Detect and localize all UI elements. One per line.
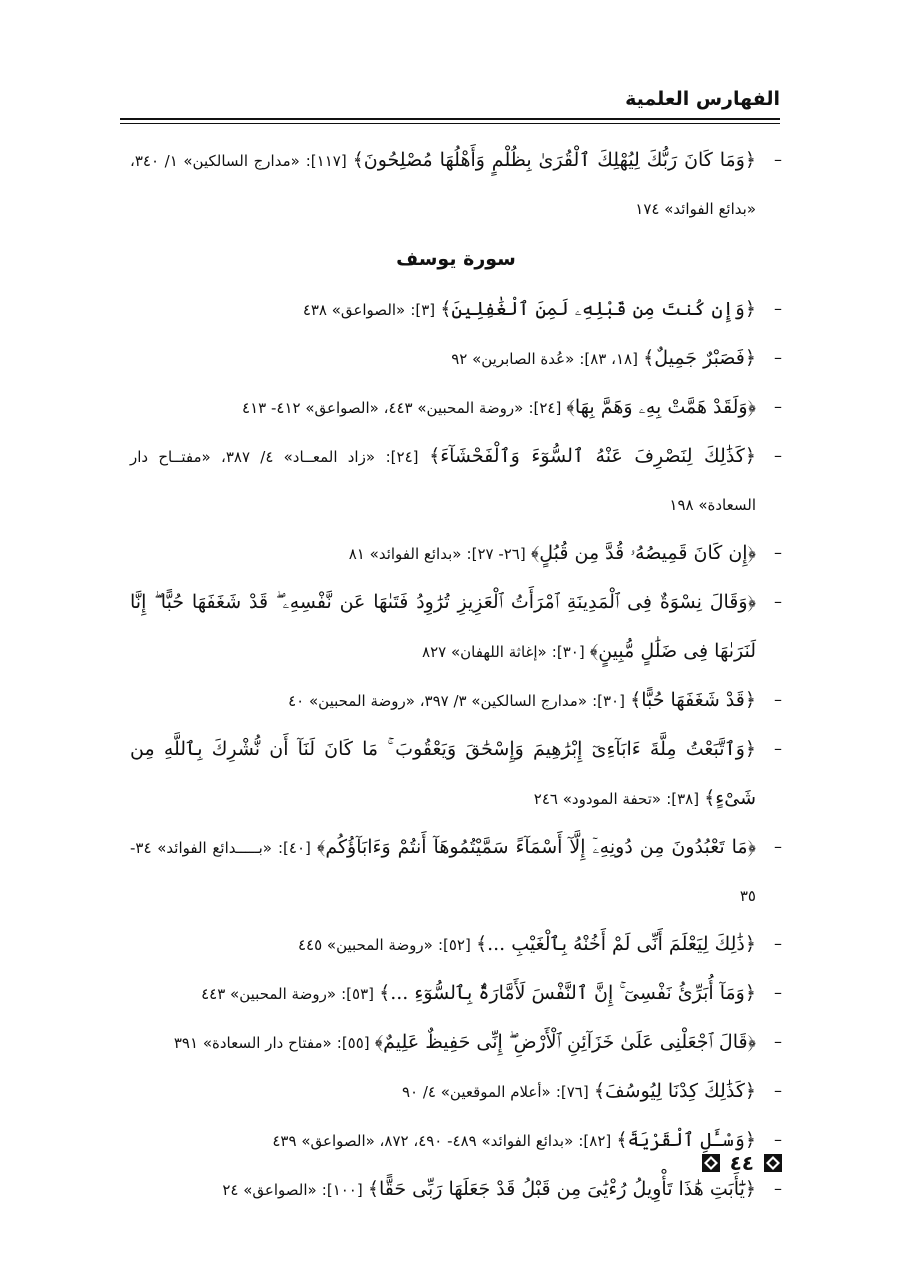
index-entry bbox=[130, 383, 782, 432]
verse-text: ﴿وَإِن كُنتَ مِن قَبْلِهِۦ لَمِنَ ٱلْغَٰفِلِينَ﴾ bbox=[440, 298, 756, 320]
verse-ref: [١١٧]: bbox=[305, 152, 347, 170]
entry-dash: – bbox=[774, 1081, 782, 1100]
verse-ref: [٨٢]: bbox=[578, 1132, 612, 1150]
verse-ref: [٢٤]: bbox=[528, 399, 562, 417]
verse-text: ﴿قَدْ شَغَفَهَا حُبًّا﴾ bbox=[630, 689, 756, 711]
entry-dash: – bbox=[774, 446, 782, 465]
entry-dash: – bbox=[774, 837, 782, 856]
verse-ref: [٣٨]: bbox=[666, 790, 700, 808]
entry-dash: – bbox=[774, 348, 782, 367]
index-content bbox=[130, 136, 782, 1214]
verse-ref: [٣]: bbox=[410, 301, 436, 319]
index-entry bbox=[130, 529, 782, 578]
entry-dash: – bbox=[774, 299, 782, 318]
index-entry bbox=[130, 285, 782, 334]
verse-text: ﴿وَمَآ أُبَرِّئُ نَفْسِىٓ ۚ إِنَّ ٱلنَّفْسَ لَأَمَّارَةٌۢ بِٱلسُّوٓءِ ...﴾ bbox=[379, 982, 756, 1004]
source-ref: «عُدة الصابرين» ٩٢ bbox=[451, 350, 575, 368]
header-rule-thin bbox=[120, 123, 780, 124]
entry-dash: – bbox=[774, 1179, 782, 1198]
verse-text: ﴿وَلَقَدْ هَمَّتْ بِهِۦ وَهَمَّ بِهَا﴾ bbox=[566, 396, 756, 418]
verse-ref: [٧٦]: bbox=[555, 1083, 589, 1101]
verse-text: ﴿وَٱتَّبَعْتُ مِلَّةَ ءَابَآءِىٓ إِبْرَٰهِيمَ وَإِسْحَٰقَ وَيَعْقُوبَ ۚ مَا كَانَ لَنَآ أَن نُّشْرِكَ بِٱللَّهِ مِن شَىْءٍ﴾ bbox=[130, 738, 756, 809]
index-entry bbox=[130, 1018, 782, 1067]
source-ref: «مدارج السالكين» ١/ ٣٤٠، «بدائع الفوائد» ١٧٤ bbox=[130, 152, 756, 218]
index-entry bbox=[130, 725, 782, 823]
index-entry bbox=[130, 1116, 782, 1165]
entry-dash: – bbox=[774, 150, 782, 169]
index-entry bbox=[130, 432, 782, 529]
index-entry bbox=[130, 136, 782, 233]
verse-ref: [٤٠]: bbox=[277, 839, 311, 857]
verse-text: ﴿ذَٰلِكَ لِيَعْلَمَ أَنِّى لَمْ أَخُنْهُ بِٱلْغَيْبِ ...﴾ bbox=[475, 933, 756, 955]
index-entry bbox=[130, 823, 782, 920]
source-ref: «بدائع الفوائد» ٤٨٩- ٤٩٠، ٨٧٢، «الصواعق» ٤٣٩ bbox=[272, 1132, 574, 1150]
entry-dash: – bbox=[774, 934, 782, 953]
source-ref: «الصواعق» ٤٣٨ bbox=[302, 301, 406, 319]
verse-ref: [٥٢]: bbox=[437, 936, 471, 954]
entry-dash: – bbox=[774, 1130, 782, 1149]
verse-ref: [٢٦- ٢٧]: bbox=[466, 545, 526, 563]
verse-ref: [٣٠]: bbox=[592, 692, 625, 710]
verse-text: ﴿قَالَ ٱجْعَلْنِى عَلَىٰ خَزَآئِنِ ٱلْأَرْضِ ۖ إِنِّى حَفِيظٌ عَلِيمٌ﴾ bbox=[374, 1031, 756, 1053]
page-footer bbox=[702, 1148, 782, 1178]
verse-text: ﴿وَسْـَٔلِ ٱلْقَرْيَةَ﴾ bbox=[616, 1129, 756, 1151]
source-ref: «زاد المعــاد» ٤/ ٣٨٧، «مفتــاح دار السعادة» ١٩٨ bbox=[130, 448, 756, 514]
entry-dash: – bbox=[774, 397, 782, 416]
surah-title: سورة يوسف bbox=[396, 248, 516, 270]
verse-text: ﴿كَذَٰلِكَ لِنَصْرِفَ عَنْهُ ٱلسُّوٓءَ وَٱلْفَحْشَآءَ﴾ bbox=[429, 445, 756, 467]
diamond-ornament-icon bbox=[702, 1154, 720, 1172]
verse-text: ﴿إِن كَانَ قَمِيصُهُۥ قُدَّ مِن قُبُلٍ﴾ bbox=[530, 542, 756, 564]
verse-text: ﴿فَصَبْرٌ جَمِيلٌ﴾ bbox=[643, 347, 756, 369]
source-ref: «روضة المحبين» ٤٤٣ bbox=[201, 985, 337, 1003]
page-number: ٤٤ bbox=[729, 1151, 754, 1175]
index-entry bbox=[130, 676, 782, 725]
source-ref: «الصواعق» ٢٤ bbox=[222, 1181, 317, 1199]
index-entry bbox=[130, 920, 782, 969]
source-ref: «بـــــدائع الفوائد» ٣٤- ٣٥ bbox=[130, 839, 756, 905]
source-ref: «مدارج السالكين» ٣/ ٣٩٧، «روضة المحبين» ٤٠ bbox=[288, 692, 587, 710]
verse-ref: [١٨، ٨٣]: bbox=[579, 350, 638, 368]
entry-dash: – bbox=[774, 983, 782, 1002]
entry-dash: – bbox=[774, 592, 782, 611]
verse-ref: [٣٠]: bbox=[551, 643, 585, 661]
entry-dash: – bbox=[774, 690, 782, 709]
source-ref: «مفتاح دار السعادة» ٣٩١ bbox=[173, 1034, 332, 1052]
index-entry bbox=[130, 334, 782, 383]
running-header bbox=[120, 88, 780, 118]
verse-text: ﴿يَٰٓأَبَتِ هَٰذَا تَأْوِيلُ رُءْيَٰىَ مِن قَبْلُ قَدْ جَعَلَهَا رَبِّى حَقًّا﴾ bbox=[367, 1178, 756, 1200]
verse-ref: [٥٣]: bbox=[341, 985, 374, 1003]
diamond-ornament-icon bbox=[764, 1154, 782, 1172]
entry-dash: – bbox=[774, 739, 782, 758]
verse-text: ﴿وَمَا كَانَ رَبُّكَ لِيُهْلِكَ ٱلْقُرَىٰ بِظُلْمٍ وَأَهْلُهَا مُصْلِحُونَ﴾ bbox=[352, 149, 757, 171]
verse-text: ﴿وَقَالَ نِسْوَةٌ فِى ٱلْمَدِينَةِ ٱمْرَأَتُ ٱلْعَزِيزِ تُرَٰوِدُ فَتَىٰهَا عَن نَّفْسِهِۦ ۖ قَدْ شَغَفَهَا حُبًّا ۖ إِنَّا لَنَرَىٰهَا فِى ضَلَٰلٍ مُّبِينٍ﴾ bbox=[130, 591, 756, 662]
index-entry bbox=[130, 1165, 782, 1214]
entries-list bbox=[130, 285, 782, 1214]
index-entry bbox=[130, 969, 782, 1018]
verse-ref: [١٠٠]: bbox=[321, 1181, 363, 1199]
index-entry bbox=[130, 1067, 782, 1116]
verse-ref: [٥٥]: bbox=[336, 1034, 370, 1052]
header-title: الفهارس العلمية bbox=[625, 88, 780, 110]
entry-dash: – bbox=[774, 543, 782, 562]
source-ref: «روضة المحبين» ٤٤٣، «الصواعق» ٤١٢- ٤١٣ bbox=[242, 399, 524, 417]
index-entry bbox=[130, 578, 782, 676]
verse-text: ﴿مَا تَعْبُدُونَ مِن دُونِهِۦٓ إِلَّآ أَسْمَآءً سَمَّيْتُمُوهَآ أَنتُمْ وَءَابَآؤُكُم﴾ bbox=[316, 836, 757, 858]
verse-text: ﴿كَذَٰلِكَ كِدْنَا لِيُوسُفَ﴾ bbox=[593, 1080, 756, 1102]
source-ref: «أعلام الموقعين» ٤/ ٩٠ bbox=[401, 1083, 551, 1101]
source-ref: «تحفة المودود» ٢٤٦ bbox=[533, 790, 662, 808]
verse-ref: [٢٤]: bbox=[385, 448, 419, 466]
source-ref: «روضة المحبين» ٤٤٥ bbox=[297, 936, 433, 954]
entry-dash: – bbox=[774, 1032, 782, 1051]
source-ref: «إغاثة اللهفان» ٨٢٧ bbox=[422, 643, 547, 661]
source-ref: «بدائع الفوائد» ٨١ bbox=[348, 545, 462, 563]
header-rule-thick bbox=[120, 118, 780, 120]
